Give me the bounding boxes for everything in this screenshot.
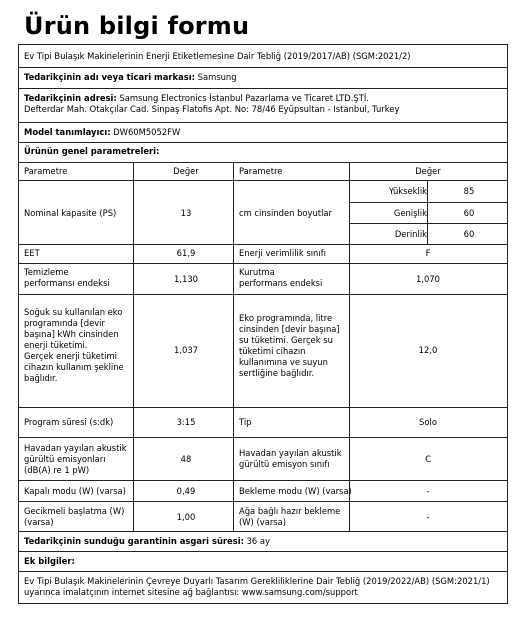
noise-label: Havadan yayılan akustik gürültü emisyonları (dB(A) re 1 pW) <box>24 443 127 475</box>
extra-info <box>24 576 512 598</box>
water-consumption-label: Eko programında, litre cinsinden [devir başına] su tüketimi. Gerçek su tüketimi cihazın kullanımına ve suyun sertliğine bağlıdır. <box>239 313 340 378</box>
standby-value: - <box>426 486 430 496</box>
col-value-header: Değer <box>173 166 199 176</box>
noise-class-value: C <box>425 454 431 464</box>
delay-start-value: 1,00 <box>176 512 196 522</box>
duration-label: Program süresi (s:dk) <box>24 417 114 427</box>
network-standby-value: - <box>426 512 430 522</box>
type-label: Tip <box>239 417 252 427</box>
dry-value: 1,070 <box>416 274 440 284</box>
warranty-row <box>24 536 512 547</box>
col-value-header-2: Değer <box>415 166 441 176</box>
clean-label: Temizleme performansı endeksi <box>24 267 110 288</box>
energy-class-value: F <box>425 248 431 258</box>
width-label: Genişlik <box>393 208 427 218</box>
warranty-value: 36 ay <box>246 536 271 546</box>
capacity-label: Nominal kapasite (PS) <box>24 208 117 218</box>
regulation-text: Ev Tipi Bulaşık Makinelerinin Enerji Etiketlemesine Dair Tebliğ (2019/2017/AB) (SGM:2021/2) <box>24 51 411 61</box>
clean-value: 1,130 <box>174 274 198 284</box>
supplier-row <box>24 72 512 83</box>
dims-label: cm cinsinden boyutlar <box>239 208 332 218</box>
noise-class-label: Havadan yayılan akustik gürültü emisyon sınıfı <box>239 448 342 469</box>
model-label: Model tanımlayıcı: <box>24 127 111 137</box>
energy-class-label: Enerji verimlilik sınıfı <box>239 248 326 258</box>
dry-label: Kurutma performans endeksi <box>239 267 323 288</box>
params-heading: Ürünün genel parametreleri: <box>24 146 160 156</box>
off-mode-label: Kapalı modu (W) (varsa) <box>24 486 126 496</box>
address-line-1: Samsung Electronics İstanbul Pazarlama ve Ticaret LTD.ŞTİ. <box>119 93 369 103</box>
page-title: Ürün bilgi formu <box>24 12 250 40</box>
height-label: Yükseklik <box>388 186 427 196</box>
delay-start-label: Gecikmeli başlatma (W) (varsa) <box>24 506 125 527</box>
height-value: 85 <box>463 186 475 196</box>
depth-label: Derinlik <box>394 229 427 239</box>
extra-heading: Ek bilgiler: <box>24 556 75 566</box>
off-mode-value: 0,49 <box>176 486 196 496</box>
noise-value: 48 <box>180 454 192 464</box>
eei-label: EET <box>24 248 40 258</box>
supplier-label: Tedarikçinin adı veya ticari markası: <box>24 72 195 82</box>
address-row <box>24 93 512 115</box>
eei-value: 61,9 <box>176 248 196 258</box>
model-row <box>24 127 512 138</box>
extra-line-2: uyarınca imalatçının internet sitesine ağ bağlantısı: www.samsung.com/support <box>24 587 358 597</box>
model-value: DW60M5052FW <box>113 127 181 137</box>
energy-consumption-value: 1,037 <box>174 345 198 355</box>
col-param-header-2: Parametre <box>239 166 283 176</box>
network-standby-label: Ağa bağlı hazır bekleme (W) (varsa) <box>239 506 341 527</box>
width-value: 60 <box>463 208 475 218</box>
address-line-2: Defterdar Mah. Otakçılar Cad. Sinpaş Flatofis Apt. No: 78/46 Eyüpsultan - Istanbul, Turkey <box>24 104 400 114</box>
duration-value: 3:15 <box>176 417 196 427</box>
address-label: Tedarikçinin adresi: <box>24 93 117 103</box>
warranty-label: Tedarikçinin sunduğu garantinin asgari süresi: <box>24 536 244 546</box>
type-value: Solo <box>419 417 437 427</box>
supplier-value: Samsung <box>197 72 237 82</box>
energy-consumption-label: Soğuk su kullanılan eko programında [devir başına] kWh cinsinden enerji tüketimi. Gerçek enerji tüketimi cihazın kullanım şekline bağlıdır. <box>24 307 124 383</box>
extra-line-1: Ev Tipi Bulaşık Makinelerinin Çevreye Duyarlı Tasarım Gerekliliklerine Dair Tebliğ (2019/2022/AB) (SGM:2021/1) <box>24 576 490 586</box>
water-consumption-value: 12,0 <box>418 345 438 355</box>
capacity-value: 13 <box>180 208 192 218</box>
standby-label: Bekleme modu (W) (varsa) <box>239 486 352 496</box>
depth-value: 60 <box>463 229 475 239</box>
col-param-header: Parametre <box>24 166 68 176</box>
product-info-table <box>18 44 508 604</box>
